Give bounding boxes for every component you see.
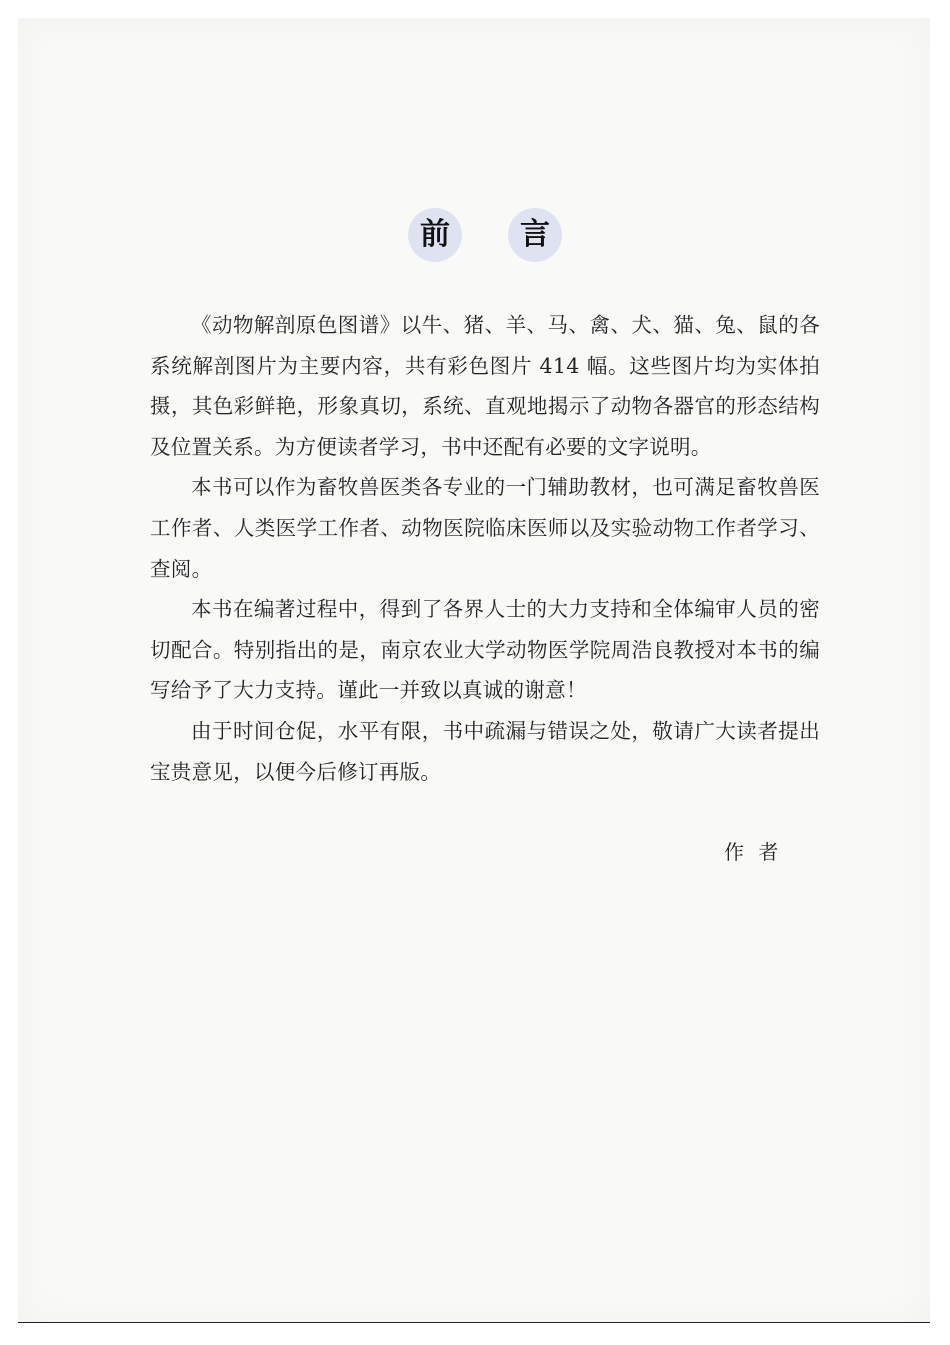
paragraph-intro: 《动物解剖原色图谱》以牛、猪、羊、马、禽、犬、猫、兔、鼠的各系统解剖图片为主要内容，共有彩色图片 414 幅。这些图片均为实体拍摄，其色彩鲜艳，形象真切，系统、直观地揭示了动物各器官的形态结构及位置关系。为方便读者学习，书中还配有必要的文字说明。 (150, 313, 820, 459)
preface-body (150, 305, 820, 792)
author-signature: 作 者 (724, 840, 783, 864)
paragraph-audience: 本书可以作为畜牧兽医类各专业的一门辅助教材，也可满足畜牧兽医工作者、人类医学工作者、动物医院临床医师以及实验动物工作者学习、查阅。 (150, 475, 820, 581)
title-char-words: 言 (508, 208, 562, 262)
page-title (0, 208, 950, 264)
page-bottom-rule (18, 1322, 930, 1323)
paragraph-request-feedback: 由于时间仓促，水平有限，书中疏漏与错误之处，敬请广大读者提出宝贵意见，以便今后修订再版。 (150, 718, 820, 784)
title-char-front: 前 (408, 208, 462, 262)
paragraph-acknowledgement: 本书在编著过程中，得到了各界人士的大力支持和全体编审人员的密切配合。特别指出的是，南京农业大学动物医学院周浩良教授对本书的编写给予了大力支持。谨此一并致以真诚的谢意！ (150, 597, 820, 703)
